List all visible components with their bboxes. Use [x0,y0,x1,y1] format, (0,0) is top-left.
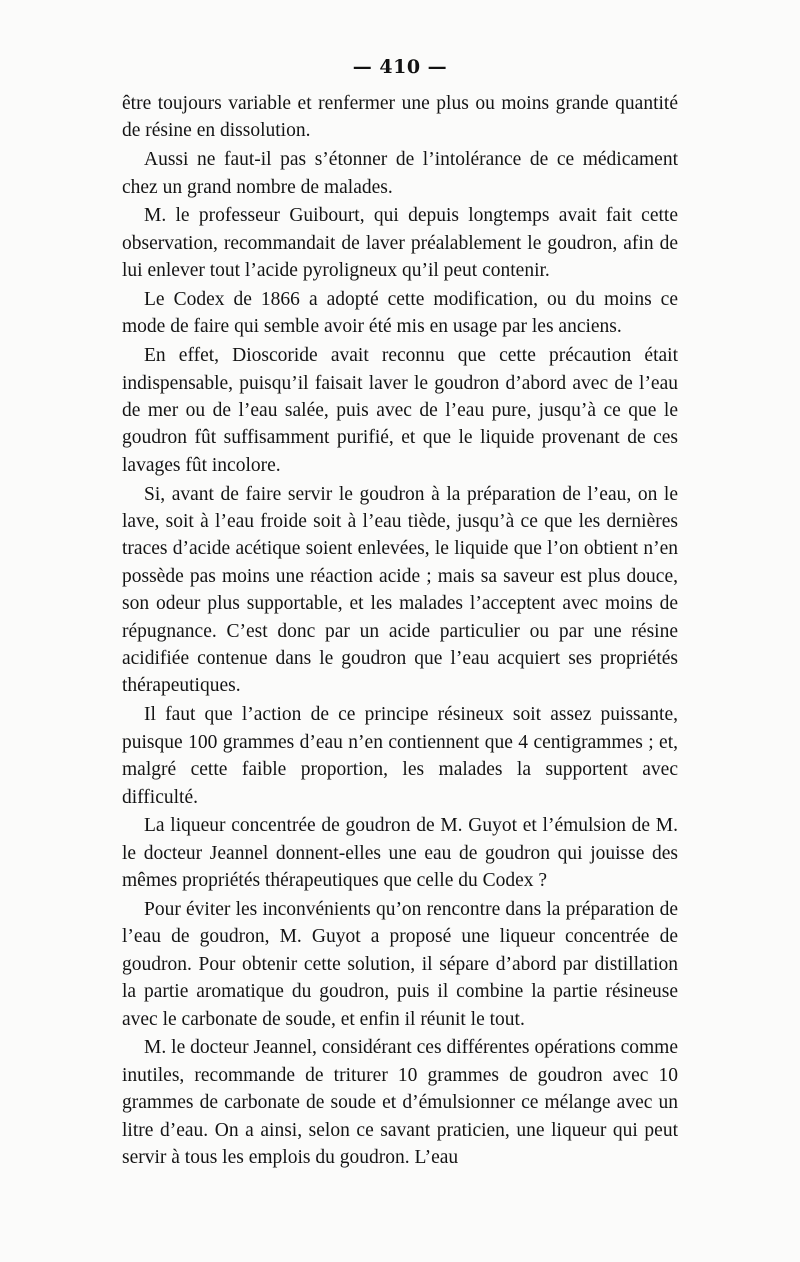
body-text [122,90,678,1173]
page-number: — 410 — [352,56,448,78]
paragraph: Pour éviter les inconvénients qu’on rencontre dans la préparation de l’eau de goudron, M. Guyot a proposé une liqueur concentrée de goudron. Pour obtenir cette solution, il sépare d’abord par distillation la partie aromatique du goudron, puis il combine la partie résineuse avec le carbonate de soude, et enfin il réunit le tout. [122,898,678,1030]
paragraph: Aussi ne faut-il pas s’étonner de l’intolérance de ce médicament chez un grand nombre de malades. [122,149,678,198]
paragraph: M. le docteur Jeannel, considérant ces différentes opérations comme inutiles, recommande de triturer 10 grammes de goudron avec 10 grammes de carbonate de soude et d’émulsionner ce mélange avec un litre d’eau. On a ainsi, selon ce savant praticien, une liqueur qui peut servir à tous les emplois du goudron. L’eau [122,1037,678,1168]
paragraph: être toujours variable et renfermer une plus ou moins grande quantité de résine en dissolution. [122,93,678,142]
paragraph: En effet, Dioscoride avait reconnu que cette précaution était indispensable, puisqu’il faisait laver le goudron d’abord avec de l’eau de mer ou de l’eau salée, puis avec de l’eau pure, jusqu’à ce que le goudron fût suffisamment purifié, et que le liquide provenant de ces lavages fût incolore. [122,345,678,476]
paragraph: M. le professeur Guibourt, qui depuis longtemps avait fait cette observation, recommandait de laver préalablement le goudron, afin de lui enlever tout l’acide pyroligneux qu’il peut contenir. [122,205,678,282]
paragraph: La liqueur concentrée de goudron de M. Guyot et l’émulsion de M. le docteur Jeannel donnent-elles une eau de goudron qui jouisse des mêmes propriétés thérapeutiques que celle du Codex ? [122,815,678,892]
paragraph: Il faut que l’action de ce principe résineux soit assez puissante, puisque 100 grammes d’eau n’en contiennent que 4 centigrammes ; et, malgré cette faible proportion, les malades la supportent avec difficulté. [122,704,678,808]
paragraph: Si, avant de faire servir le goudron à la préparation de l’eau, on le lave, soit à l’eau froide soit à l’eau tiède, jusqu’à ce que les dernières traces d’acide acétique soient enlevées, le liquide que l’on obtient n’en possède pas moins une réaction acide ; mais sa saveur est plus douce, son odeur plus supportable, et les malades l’acceptent avec moins de répugnance. C’est donc par un acide particulier ou par une résine acidifiée contenue dans le goudron que l’eau acquiert ses propriétés thérapeutiques. [122,483,678,697]
paragraph: Le Codex de 1866 a adopté cette modification, ou du moins ce mode de faire qui semble avoir été mis en usage par les anciens. [122,289,678,338]
